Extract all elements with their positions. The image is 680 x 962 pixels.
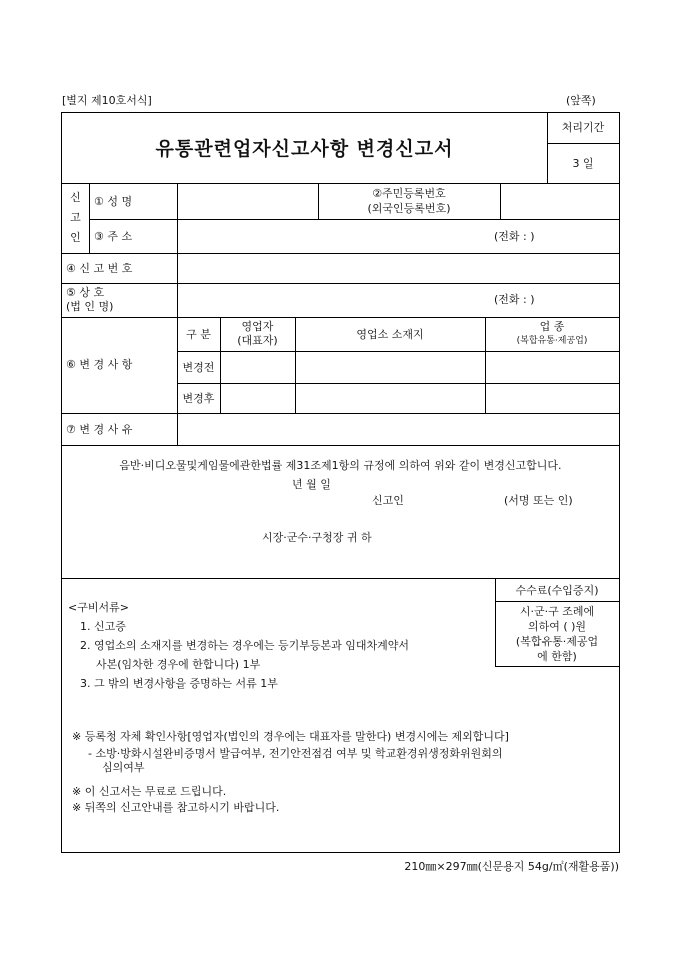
divider <box>89 219 619 220</box>
divider <box>495 601 619 602</box>
col-operator-sub: (대표자) <box>237 334 278 347</box>
document-item: 1. 신고증 <box>80 620 126 633</box>
divider <box>62 578 619 579</box>
document-item-cont: 사본(임차한 경우에 한합니다) 1부 <box>96 658 261 671</box>
divider <box>62 445 619 446</box>
report-number-label: ④ 신 고 번 호 <box>66 262 133 275</box>
divider <box>62 183 619 184</box>
divider <box>177 183 178 445</box>
address-label: ③ 주 소 <box>94 230 133 243</box>
note: ※ 이 신고서는 무료로 드립니다. <box>72 785 227 798</box>
rrn-label: ②주민등록번호 <box>372 187 446 200</box>
form-frame <box>61 112 620 853</box>
document-title: 유통관련업자신고사항 변경신고서 <box>155 138 454 160</box>
divider <box>177 383 619 384</box>
col-business-type-sub: (복합유통·제공업) <box>516 336 588 346</box>
divider <box>500 183 501 219</box>
addressee: 시장·군수·구청장 귀 하 <box>262 531 372 544</box>
divider <box>62 413 619 414</box>
applicant-phone: (전화 : ) <box>494 230 535 243</box>
name-label: ① 성 명 <box>94 195 133 208</box>
row-before: 변경전 <box>182 361 215 374</box>
applicant-label-char: 고 <box>70 211 81 224</box>
fee-label: 수수료(수입증지) <box>515 584 599 597</box>
note: ※ 뒤쪽의 신고안내를 참고하시기 바랍니다. <box>72 801 280 814</box>
col-location: 영업소 소재지 <box>356 328 424 341</box>
divider <box>89 183 90 253</box>
note-sub: - 소방·방화시설완비증명서 발급여부, 전기안전점검 여부 및 학교환경위생정화위원회의 <box>88 747 503 760</box>
reason-label: ⑦ 변 경 사 유 <box>66 423 133 436</box>
reporter-label: 신고인 <box>372 494 404 507</box>
page-side-label: (앞쪽) <box>566 94 596 107</box>
fee-line: (복합유통·제공업 <box>515 635 599 648</box>
applicant-label-char: 인 <box>70 231 81 244</box>
row-after: 변경후 <box>182 392 215 405</box>
changes-label: ⑥ 변 경 사 항 <box>66 358 133 371</box>
note: ※ 등록청 자체 확인사항[영업자(법인의 경우에는 대표자를 말한다) 변경시에는 제외합니다] <box>72 730 509 743</box>
col-division: 구 분 <box>186 328 211 341</box>
company-phone: (전화 : ) <box>494 293 535 306</box>
date-line: 년 월 일 <box>292 478 331 491</box>
processing-value: 3 일 <box>572 157 594 170</box>
divider <box>62 283 619 284</box>
divider <box>62 253 619 254</box>
document-item: 3. 그 밖의 변경사항을 증명하는 서류 1부 <box>80 677 278 690</box>
applicant-label-char: 신 <box>70 191 81 204</box>
signature-label: (서명 또는 인) <box>504 494 573 507</box>
fee-line: 에 한함) <box>537 650 577 663</box>
paper-spec: 210㎜×297㎜(신문용지 54g/㎡(재활용품)) <box>404 860 619 873</box>
divider <box>495 666 619 667</box>
rrn-label-foreign: (외국인등록번호) <box>367 202 451 215</box>
col-operator: 영업자 <box>241 320 274 333</box>
fee-line: 시·군·구 조례에 <box>519 605 595 618</box>
divider <box>62 317 619 318</box>
fee-line: 의하여 ( )원 <box>527 620 587 633</box>
company-label: ⑤ 상 호 <box>66 286 105 299</box>
divider <box>547 143 619 144</box>
note-sub: 심의여부 <box>102 761 145 774</box>
form-id: [별지 제10호서식] <box>62 94 152 107</box>
col-business-type: 업 종 <box>539 320 565 333</box>
divider <box>177 351 619 352</box>
documents-title: <구비서류> <box>68 601 129 614</box>
processing-label: 처리기간 <box>561 121 605 134</box>
document-item: 2. 영업소의 소재지를 변경하는 경우에는 등기부등본과 임대차계약서 <box>80 639 410 652</box>
company-label-corp: (법 인 명) <box>66 300 114 313</box>
statement: 음반·비디오물및게임물에관한법률 제31조제1항의 규정에 의하여 위와 같이 변경신고합니다. <box>119 459 562 472</box>
